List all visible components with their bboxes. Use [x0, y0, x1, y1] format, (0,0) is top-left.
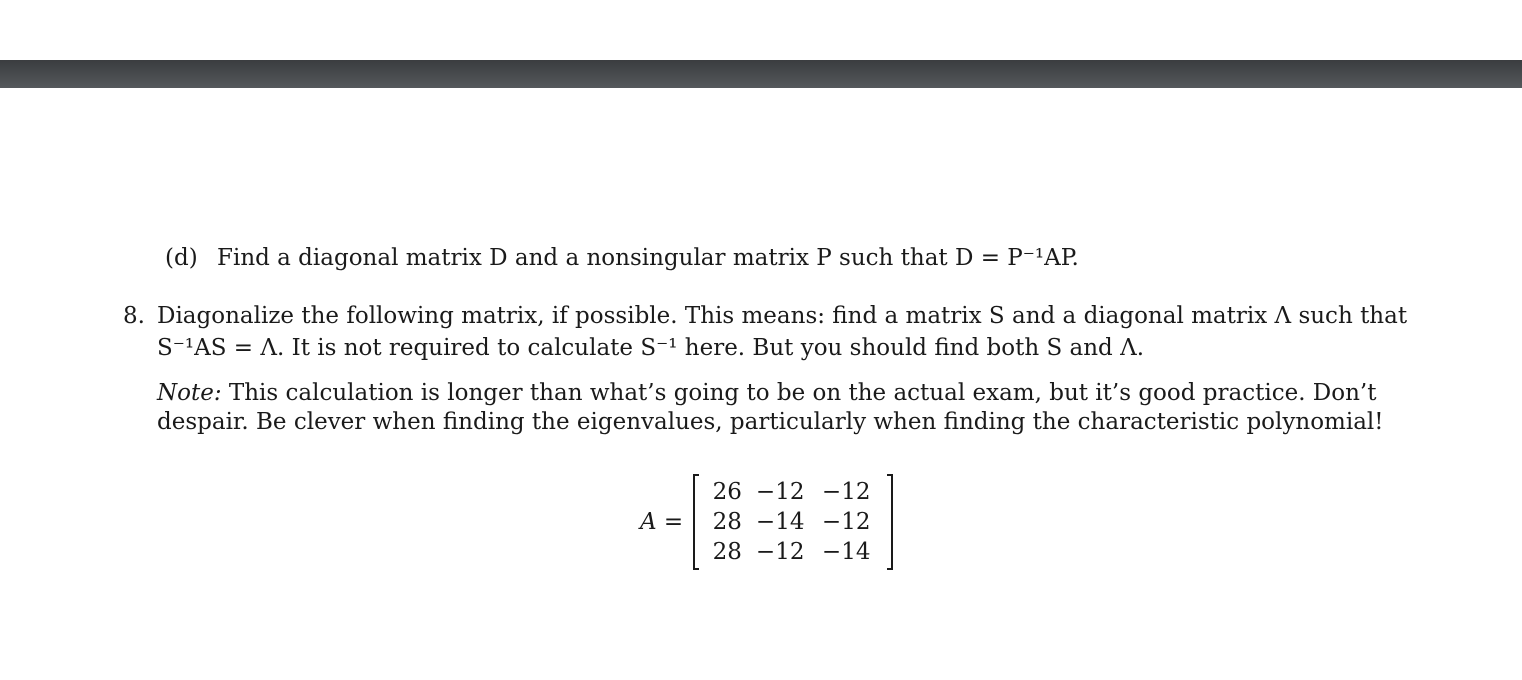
item-d-text: Find a diagonal matrix D and a nonsingular matrix P such that D = P⁻¹AP.	[217, 245, 1079, 271]
item-8-text-line-2: S⁻¹AS = Λ. It is not required to calculate S⁻¹ here. But you should find both S and Λ.	[157, 335, 1145, 361]
matrix-cell: −12	[755, 539, 805, 565]
matrix-grid	[707, 476, 879, 566]
matrix-cell: −12	[821, 479, 871, 505]
left-bracket	[693, 474, 699, 570]
matrix-cell: −12	[821, 509, 871, 535]
item-8-number: 8.	[123, 303, 145, 329]
right-bracket	[887, 474, 893, 570]
matrix-cell: 28	[712, 539, 742, 565]
matrix-cell: 28	[712, 509, 742, 535]
note-label: Note:	[157, 380, 222, 406]
item-8-text-line-1: Diagonalize the following matrix, if possible. This means: find a matrix S and a diagonal matrix Λ such that	[157, 303, 1408, 329]
matrix-cell: −12	[755, 479, 805, 505]
matrix-cell: −14	[821, 539, 871, 565]
matrix-cell: 26	[712, 479, 742, 505]
matrix-a	[693, 474, 893, 570]
note-line-2: despair. Be clever when finding the eigenvalues, particularly when finding the characteristic polynomial!	[157, 409, 1384, 435]
top-toolbar-bar	[0, 60, 1522, 88]
note-text-1: This calculation is longer than what’s going to be on the actual exam, but it’s good practice. Don’t	[228, 380, 1377, 406]
matrix-lhs: A =	[640, 509, 684, 535]
note-line-1	[157, 379, 1376, 407]
item-d-label: (d)	[165, 245, 198, 271]
matrix-cell: −14	[755, 509, 805, 535]
matrix-equation	[640, 474, 893, 570]
